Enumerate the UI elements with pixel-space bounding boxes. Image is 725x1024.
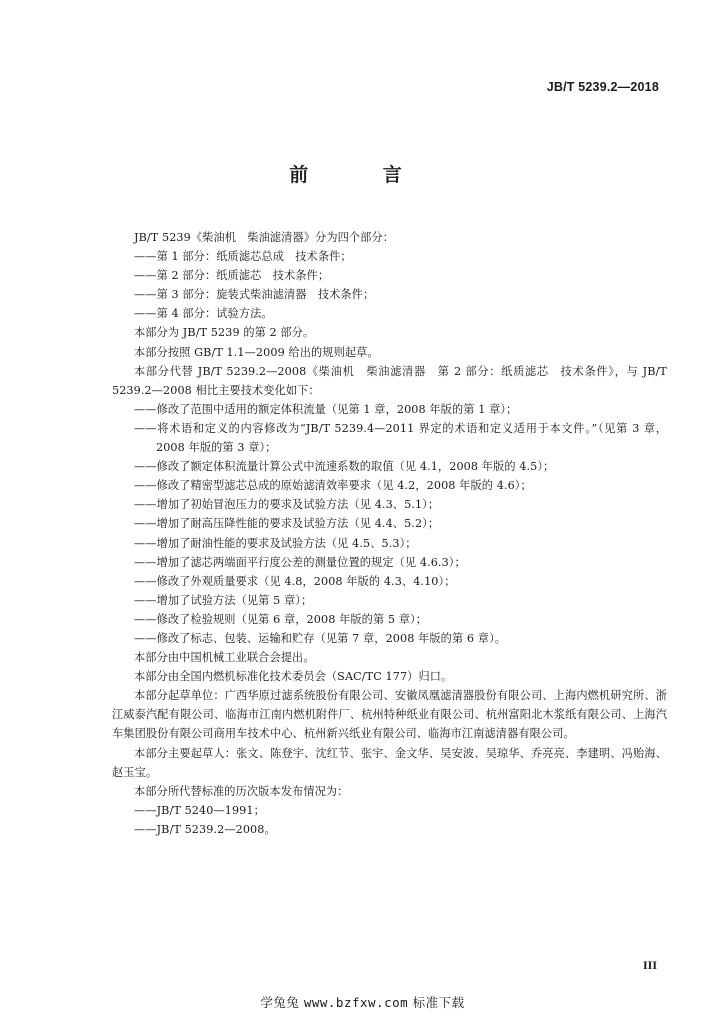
change-item: ——修改了标志、包装、运输和贮存（见第 7 章，2008 年版的第 6 章）。: [134, 631, 507, 645]
footer-url[interactable]: www.bzfxw.com: [303, 995, 409, 1010]
list-item-part-2: ——第 2 部分：纸质滤芯 技术条件；: [134, 269, 330, 283]
change-item: ——增加了滤芯两端面平行度公差的测量位置的规定（见 4.6.3）；: [134, 555, 466, 569]
change-item: ——修改了额定体积流量计算公式中流速系数的取值（见 4.1，2008 年版的 4.5）；: [134, 460, 555, 474]
drafters: 本部分主要起草人：张文、陈登宇、沈红节、张宇、金文华、吴安波、吴琼华、乔亮亮、李建明、冯贻海、赵玉宝。: [112, 746, 667, 779]
intro-paragraph: JB/T 5239《柴油机 柴油滤清器》分为四个部分：: [134, 231, 395, 244]
change-item: ——增加了耐油性能的要求及试验方法（见 4.5、5.3）；: [134, 536, 417, 550]
change-item: ——增加了试验方法（见第 5 章）；: [134, 593, 313, 607]
footer-watermark: [0, 993, 725, 1011]
standard-code: JB/T 5239.2—2018: [546, 80, 659, 94]
footer-tagline: 标准下载: [412, 995, 465, 1010]
history-intro: 本部分所代替标准的历次版本发布情况为：: [134, 784, 349, 798]
list-item-part-1: ——第 1 部分：纸质滤芯总成 技术条件；: [134, 250, 352, 264]
drafting-units: 本部分起草单位：广西华原过滤系统股份有限公司、安徽凤凰滤清器股份有限公司、上海内燃机研究所、浙江威泰汽配有限公司、临海市江南内燃机附件厂、杭州特种纸业有限公司、杭州富阳北木浆纸有限公司、上海汽车集团股份有限公司商用车技术中心、杭州新兴纸业有限公司、临海市江南滤清器有限公司。: [112, 689, 667, 741]
change-item: ——将术语和定义的内容修改为“JB/T 5239.4—2011 界定的术语和定义适用于本文件。”（见第 3 章，2008 年版的第 3 章）；: [134, 421, 667, 455]
rules-statement: 本部分按照 GB/T 1.1—2009 给出的规则起草。: [134, 345, 379, 359]
page-number: III: [642, 958, 657, 972]
change-item: ——修改了外观质量要求（见 4.8，2008 年版的 4.3、4.10）；: [134, 574, 456, 588]
foreword-body: [112, 228, 667, 839]
history-item: ——JB/T 5239.2—2008。: [134, 822, 276, 836]
list-item-part-3: ——第 3 部分：旋装式柴油滤清器 技术条件；: [134, 288, 375, 302]
centralized-by: 本部分由全国内燃机标准化技术委员会（SAC/TC 177）归口。: [134, 670, 453, 684]
footer-site-name: 学兔兔: [260, 995, 300, 1010]
change-item: ——增加了耐高压降性能的要求及试验方法（见 4.4、5.2）；: [134, 517, 440, 531]
part-statement: 本部分为 JB/T 5239 的第 2 部分。: [134, 326, 315, 340]
change-item: ——增加了初始冒泡压力的要求及试验方法（见 4.3、5.1）；: [134, 498, 440, 512]
page-title: 前 言: [289, 164, 436, 186]
change-item: ——修改了范围中适用的额定体积流量（见第 1 章，2008 年版的第 1 章）；: [134, 402, 518, 416]
proposed-by: 本部分由中国机械工业联合会提出。: [134, 651, 315, 665]
list-item-part-4: ——第 4 部分：试验方法。: [134, 307, 273, 321]
history-item: ——JB/T 5240—1991；: [134, 803, 265, 817]
change-item: ——修改了精密型滤芯总成的原始滤清效率要求（见 4.2，2008 年版的 4.6）；: [134, 479, 532, 493]
replacement-statement: 本部分代替 JB/T 5239.2—2008《柴油机 柴油滤清器 第 2 部分：纸质滤芯 技术条件》，与 JB/T 5239.2—2008 相比主要技术变化如下：: [112, 364, 667, 397]
change-item: ——修改了检验规则（见第 6 章，2008 年版的第 5 章）；: [134, 612, 428, 626]
